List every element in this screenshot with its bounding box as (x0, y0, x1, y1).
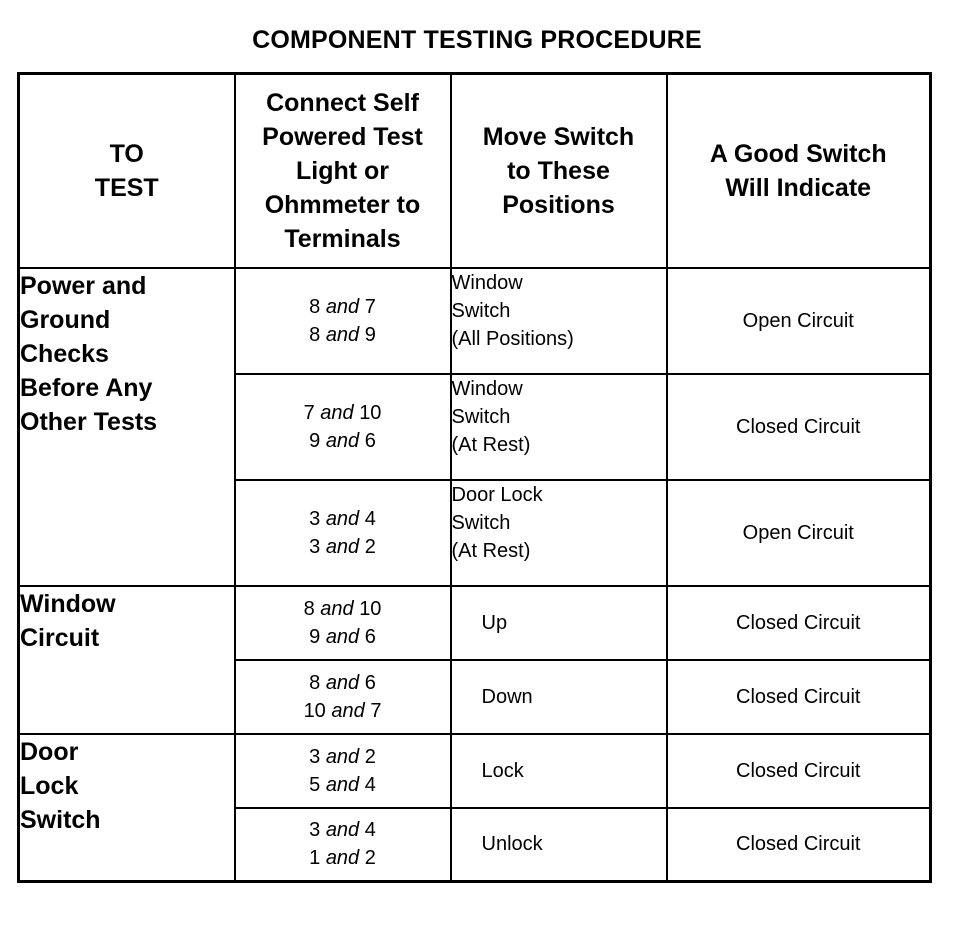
and-word: and (320, 597, 354, 620)
group-line: Before Any (20, 373, 153, 402)
terminal-b: 10 (359, 401, 382, 424)
positions-cell (451, 734, 667, 808)
positions-cell (451, 808, 667, 882)
and-word: and (331, 699, 365, 722)
terminal-pair (236, 816, 450, 844)
terminal-b: 2 (364, 535, 376, 558)
terminal-b: 2 (364, 847, 376, 870)
terminal-b: 2 (364, 745, 376, 768)
terminal-pair (236, 321, 450, 349)
positions-cell (451, 268, 667, 374)
terminal-pair (236, 293, 450, 321)
header-indicate (667, 74, 931, 268)
position-line: Window (451, 271, 523, 294)
position-line: Unlock (481, 833, 543, 856)
and-word: and (325, 429, 360, 452)
group-line: Other Tests (20, 407, 158, 436)
and-word: and (325, 625, 360, 648)
page-title: COMPONENT TESTING PROCEDURE (252, 26, 702, 54)
terminal-a: 8 (303, 597, 315, 620)
terminal-pair (236, 595, 450, 623)
terminals-cell (235, 374, 451, 480)
terminal-b: 7 (370, 699, 382, 722)
terminal-pair (236, 743, 450, 771)
position-line: Window (451, 377, 523, 400)
terminal-b: 6 (364, 429, 376, 452)
header-row (19, 74, 931, 268)
header-line: TEST (94, 173, 159, 202)
terminal-b: 7 (364, 295, 376, 318)
terminal-pair (236, 399, 450, 427)
header-line: TO (109, 139, 144, 168)
position-line: Down (481, 685, 533, 708)
terminal-b: 6 (364, 625, 376, 648)
terminals-cell (235, 268, 451, 374)
position-line: Up (481, 611, 508, 634)
header-line: Light or (295, 156, 390, 185)
header-line: A Good Switch (709, 139, 887, 168)
header-line: Terminals (284, 224, 401, 253)
header-line: Will Indicate (725, 173, 872, 202)
header-to-test (19, 74, 235, 268)
terminal-a: 3 (309, 507, 321, 530)
terminal-a: 7 (303, 401, 315, 424)
group-line: Ground (20, 305, 111, 334)
and-word: and (325, 847, 360, 870)
group-line: Door (20, 737, 79, 766)
terminals-cell (235, 586, 451, 660)
header-line: Move Switch (482, 122, 635, 151)
terminal-pair (236, 697, 450, 725)
terminal-pair (236, 505, 450, 533)
terminal-pair (236, 533, 450, 561)
group-label-power-ground (19, 268, 235, 586)
positions-cell (451, 374, 667, 480)
header-positions (451, 74, 667, 268)
table-row (19, 586, 931, 660)
positions-cell (451, 480, 667, 586)
and-word: and (325, 507, 360, 530)
indicate-cell: Closed Circuit (667, 808, 931, 882)
position-line: Door Lock (451, 483, 543, 506)
terminal-pair (236, 669, 450, 697)
group-line: Power and (20, 271, 147, 300)
terminal-a: 8 (309, 295, 321, 318)
terminal-b: 4 (364, 819, 376, 842)
header-line: Powered Test (262, 122, 423, 151)
terminal-b: 4 (364, 773, 376, 796)
terminal-pair (236, 427, 450, 455)
terminal-a: 3 (309, 745, 321, 768)
and-word: and (325, 671, 360, 694)
positions-cell (451, 586, 667, 660)
header-line: to These (507, 156, 610, 185)
terminals-cell (235, 480, 451, 586)
and-word: and (325, 295, 360, 318)
terminals-cell (235, 660, 451, 734)
positions-cell (451, 660, 667, 734)
group-line: Window (20, 589, 116, 618)
terminal-a: 3 (309, 819, 321, 842)
position-line: (All Positions) (451, 327, 574, 350)
table-row (19, 268, 931, 374)
position-line: (At Rest) (451, 539, 531, 562)
group-line: Circuit (20, 623, 100, 652)
indicate-cell: Closed Circuit (667, 586, 931, 660)
indicate-cell: Open Circuit (667, 268, 931, 374)
indicate-cell: Closed Circuit (667, 660, 931, 734)
terminal-pair (236, 771, 450, 799)
and-word: and (325, 819, 360, 842)
terminal-a: 10 (303, 699, 326, 722)
and-word: and (325, 773, 360, 796)
group-line: Switch (20, 805, 101, 834)
group-label-door-lock-switch (19, 734, 235, 882)
header-line: Positions (502, 190, 615, 219)
terminal-a: 5 (309, 773, 321, 796)
terminal-b: 9 (364, 323, 376, 346)
terminal-pair (236, 844, 450, 872)
group-line: Lock (20, 771, 79, 800)
and-word: and (325, 323, 360, 346)
terminals-cell (235, 734, 451, 808)
terminal-a: 8 (309, 671, 321, 694)
indicate-cell: Closed Circuit (667, 374, 931, 480)
indicate-cell: Open Circuit (667, 480, 931, 586)
terminal-b: 6 (364, 671, 376, 694)
group-line: Checks (20, 339, 109, 368)
position-line: Switch (451, 511, 511, 534)
header-line: Ohmmeter to (264, 190, 421, 219)
header-line: Connect Self (266, 88, 419, 117)
terminal-pair (236, 623, 450, 651)
position-line: Switch (451, 405, 511, 428)
terminal-a: 1 (309, 847, 321, 870)
terminal-a: 3 (309, 535, 321, 558)
terminal-b: 10 (359, 597, 382, 620)
indicate-cell: Closed Circuit (667, 734, 931, 808)
position-line: (At Rest) (451, 433, 531, 456)
terminal-a: 9 (309, 429, 321, 452)
and-word: and (325, 535, 360, 558)
table-row (19, 734, 931, 808)
position-line: Lock (481, 759, 524, 782)
terminal-b: 4 (364, 507, 376, 530)
position-line: Switch (451, 299, 511, 322)
and-word: and (320, 401, 354, 424)
group-label-window-circuit (19, 586, 235, 734)
terminal-a: 9 (309, 625, 321, 648)
component-testing-table (17, 72, 932, 883)
header-terminals (235, 74, 451, 268)
terminal-a: 8 (309, 323, 321, 346)
terminals-cell (235, 808, 451, 882)
and-word: and (325, 745, 360, 768)
